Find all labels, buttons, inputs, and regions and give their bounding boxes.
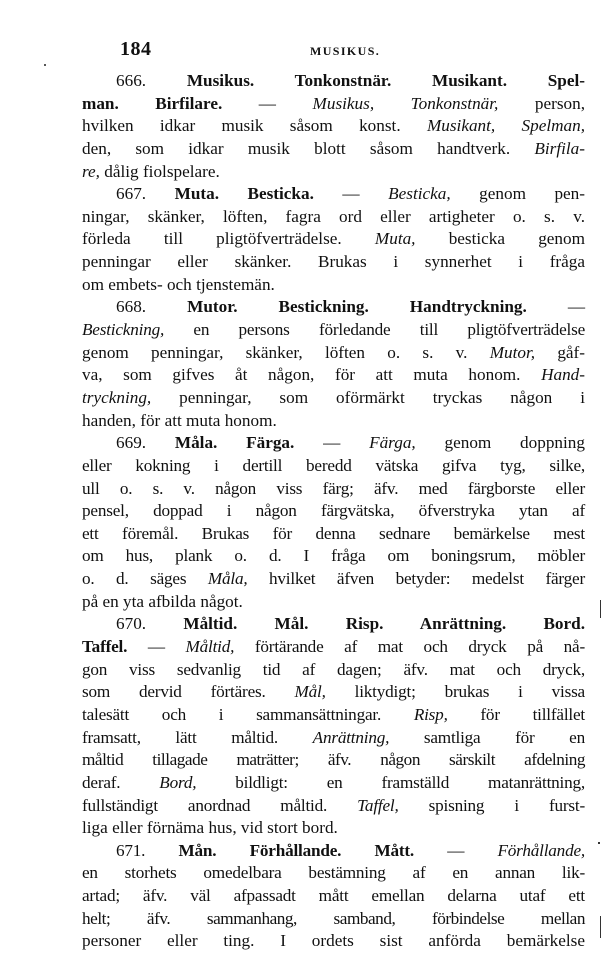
text-run: —	[526, 297, 586, 317]
running-head: MUSIKUS.	[310, 44, 381, 58]
text-line	[82, 115, 585, 138]
text-line	[82, 523, 585, 546]
text-line	[82, 342, 585, 365]
text-run: eller kokning i dertill beredd vätska gifva tyg, silke,	[82, 455, 585, 475]
text-run: hvilket äfven betyder: medelst färger	[247, 569, 585, 589]
text-run: förleda till pligtöfverträdelse.	[82, 229, 375, 249]
text-run: ett föremål. Brukas för denna sednare bemärkelse mest	[82, 523, 585, 543]
text-run: o. d. säges	[82, 569, 208, 589]
text-line	[82, 704, 585, 727]
text-line	[82, 228, 585, 251]
text-line	[82, 161, 585, 184]
text-line	[82, 930, 585, 953]
text-run: 669.	[116, 433, 175, 453]
bold-term: Taffel.	[82, 637, 128, 657]
text-run: helt; äfv. sammanhang, samband, förbindelse mellan	[82, 908, 585, 928]
text-line	[82, 364, 585, 387]
text-run: framsatt, lätt måltid.	[82, 727, 313, 747]
text-run: dålig fiolspelare.	[99, 161, 220, 181]
text-run: talesätt och i sammansättningar.	[82, 704, 414, 724]
text-run: person,	[498, 93, 586, 113]
text-run: 666.	[116, 71, 187, 90]
text-run: pensel, doppad i någon färgvätska, öfverstryka ytan af	[82, 501, 585, 521]
text-run: 671.	[116, 840, 179, 860]
text-run: ull o. s. v. någon viss färg; äfv. med färgborste eller	[82, 478, 585, 498]
italic-term: Mutor,	[489, 342, 536, 362]
text-run: samtliga för en	[389, 727, 585, 747]
scan-speck	[44, 64, 46, 66]
bold-term: Måla. Färga.	[174, 433, 295, 453]
text-run: besticka genom	[415, 229, 585, 249]
text-line	[82, 568, 585, 591]
text-run: liga eller förnäma hus, vid stort bord.	[82, 818, 338, 838]
text-run: —	[313, 184, 389, 204]
text-run: hvilken idkar musik såsom konst.	[82, 116, 427, 136]
text-run: fullständigt anordnad måltid.	[82, 795, 358, 815]
text-line	[82, 93, 585, 116]
page-header	[84, 38, 584, 62]
text-run: va, som gifves åt någon, för att muta honom.	[82, 365, 542, 385]
text-line	[82, 545, 585, 568]
bold-term: Musikus. Tonkonstnär. Musikant. Spel-	[186, 71, 585, 90]
text-line	[82, 749, 585, 772]
italic-term: Besticka,	[388, 184, 451, 204]
text-run: för tillfället	[447, 704, 585, 724]
text-run: —	[127, 637, 186, 657]
text-run: —	[222, 93, 313, 113]
italic-term: Hand-	[541, 365, 585, 385]
text-run: artad; äfv. väl afpassadt mått emellan delarna utaf ett	[82, 886, 585, 906]
text-run: handen, för att muta honom.	[82, 410, 277, 430]
bold-term: Muta. Besticka.	[174, 184, 314, 204]
italic-term: Birfila-	[534, 138, 585, 158]
text-run: ningar, skänker, löften, fagra ord eller artigheter o. s. v.	[82, 206, 585, 226]
text-run: om hus, plank o. d. I fråga om boningsrum, möbler	[82, 546, 585, 566]
scan-edge-mark	[600, 916, 601, 938]
italic-term: Måltid,	[185, 637, 235, 657]
text-run: gåf-	[535, 342, 585, 362]
text-run: 667.	[116, 184, 175, 204]
text-line	[82, 478, 585, 501]
text-line	[82, 591, 585, 614]
text-line	[82, 817, 585, 840]
text-run: måltid tillagade maträtter; äfv. någon särskilt afdelning	[82, 750, 585, 770]
text-line	[82, 206, 585, 229]
text-run: —	[294, 433, 370, 453]
text-run: 668.	[116, 297, 188, 317]
italic-term: Färga,	[369, 433, 416, 453]
italic-term: Måla,	[207, 569, 248, 589]
text-line	[82, 795, 585, 818]
text-line	[82, 251, 585, 274]
text-run: deraf.	[82, 772, 160, 792]
text-run: spisning i furst-	[398, 795, 585, 815]
text-line	[82, 862, 585, 885]
italic-term: re,	[82, 161, 100, 181]
text-run: som dervid förtäres.	[82, 682, 295, 702]
bold-term: Mutor. Bestickning. Handtryckning.	[187, 297, 527, 317]
italic-term: Risp,	[413, 704, 448, 724]
text-run: genom doppning	[415, 433, 585, 453]
text-run: förtärande af mat och dryck på nå-	[234, 637, 586, 657]
italic-term: Muta,	[374, 229, 416, 249]
scan-edge-mark	[600, 600, 601, 618]
text-line	[82, 885, 585, 908]
text-run: penningar eller skänker. Brukas i synnerhet i fråga	[82, 252, 585, 272]
italic-term: Förhållande,	[497, 840, 585, 860]
text-run: en storhets omedelbara bestämning af en annan lik-	[82, 863, 585, 883]
text-line	[82, 908, 585, 931]
text-run: den, som idkar musik blott såsom handtverk.	[82, 138, 535, 158]
text-line	[82, 727, 585, 750]
text-line	[82, 70, 585, 93]
text-line	[82, 387, 585, 410]
text-line	[82, 432, 585, 455]
text-run: 670.	[116, 614, 184, 634]
text-line	[82, 138, 585, 161]
text-line	[82, 274, 585, 297]
bold-term: man. Birfilare.	[82, 93, 223, 113]
text-line	[82, 840, 585, 863]
text-run: —	[414, 840, 498, 860]
italic-term: Taffel,	[357, 795, 399, 815]
text-run: en persons förledande till pligtöfverträdelse	[164, 320, 585, 340]
body-text	[82, 70, 585, 953]
text-line	[82, 659, 585, 682]
text-run: penningar, som oförmärkt tryckas någon i	[151, 387, 585, 407]
italic-term: Bord,	[159, 772, 197, 792]
italic-term: tryckning,	[82, 387, 152, 407]
page-number: 184	[120, 38, 152, 60]
italic-term: Musikant, Spelman,	[426, 116, 585, 136]
text-line	[82, 296, 585, 319]
text-line	[82, 319, 585, 342]
scan-edge-mark	[598, 842, 600, 844]
text-run: genom pen-	[450, 184, 586, 204]
text-line	[82, 410, 585, 433]
bold-term: Mån. Förhållande. Mått.	[178, 840, 415, 860]
text-line	[82, 500, 585, 523]
text-run: liktydigt; brukas i vissa	[325, 682, 585, 702]
text-line	[82, 636, 585, 659]
text-line	[82, 183, 585, 206]
text-run: genom penningar, skänker, löften o. s. v.	[82, 342, 490, 362]
italic-term: Musikus, Tonkonstnär,	[312, 93, 499, 113]
text-line	[82, 681, 585, 704]
text-run: om embets- och tjenstemän.	[82, 274, 275, 294]
text-run: bildligt: en framställd matanrättning,	[196, 772, 585, 792]
text-line	[82, 613, 585, 636]
text-run: personer eller ting. I ordets sist anförda bemärkelse	[82, 931, 585, 951]
bold-term: Måltid. Mål. Risp. Anrättning. Bord.	[183, 614, 585, 634]
text-run: på en yta afbilda något.	[82, 591, 243, 611]
text-line	[82, 455, 585, 478]
text-run: gon viss sedvanlig tid af dagen; äfv. mat och dryck,	[82, 659, 585, 679]
italic-term: Anrättning,	[312, 727, 390, 747]
text-line	[82, 772, 585, 795]
italic-term: Mål,	[294, 682, 326, 702]
italic-term: Bestickning,	[82, 320, 165, 340]
